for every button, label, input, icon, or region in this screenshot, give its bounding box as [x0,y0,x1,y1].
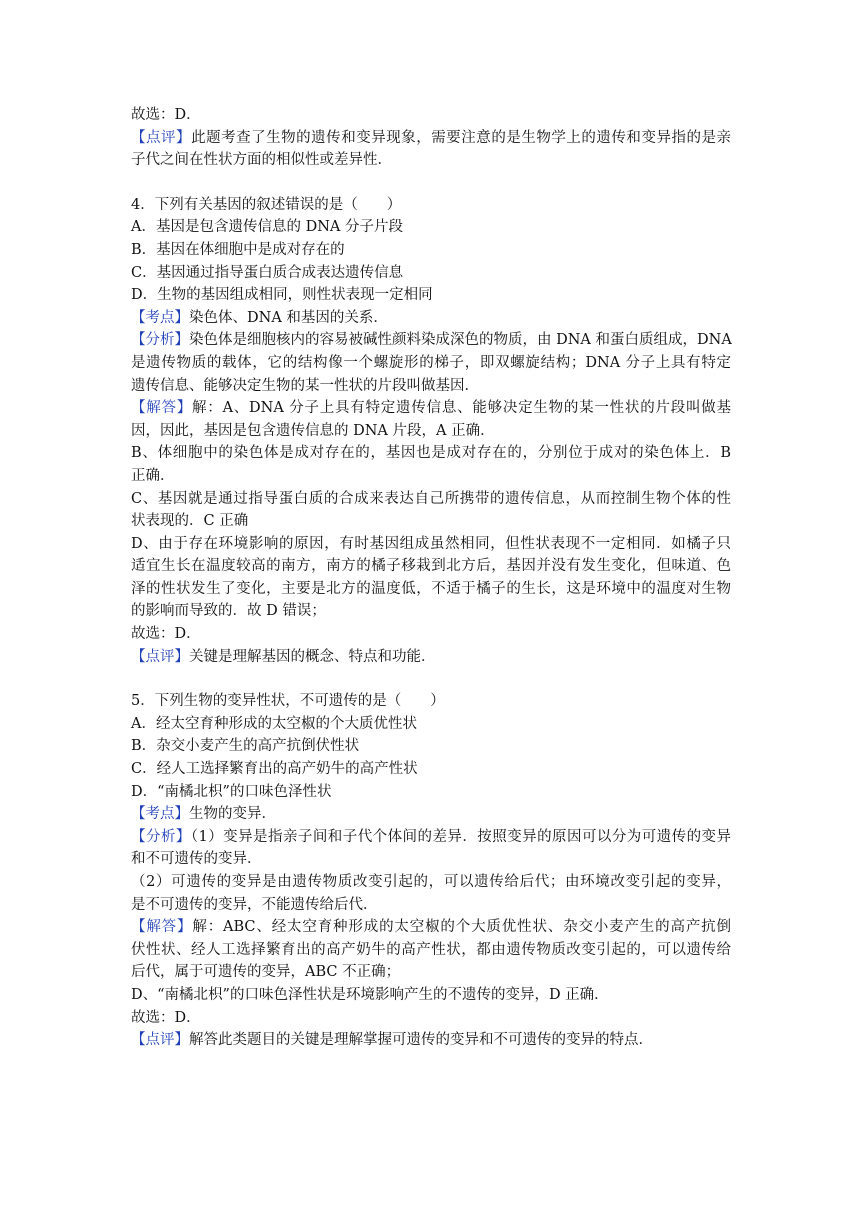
jieda-line: 【解答】解：ABC、经太空育种形成的太空椒的个大质优性状、杂交小麦产生的高产抗倒 [131,919,731,936]
answer-choice: 故选：D． [131,107,201,123]
option-b: B．基因在体细胞中是成对存在的 [131,241,345,258]
kaodian-tag: 【考点】 [131,309,189,326]
fenxi-line: （2）可遗传的变异是由遗传物质改变引起的，可以遗传给后代；由环境改变引起的变异， [131,874,731,890]
jieda-line: D、由于存在环境影响的原因，有时基因组成虽然相同，但性状表现不一定相同．如橘子只 [131,535,731,552]
dianping-line: 【点评】关键是理解基因的概念、特点和功能． [131,648,436,665]
fenxi-tag: 【分析】 [131,332,189,349]
question-stem: 5．下列生物的变异性状，不可遗传的是（ ） [131,693,445,710]
fenxi-line: 和不可遗传的变异． [131,851,262,868]
comment-line: 【点评】此题考查了生物的遗传和变异现象，需要注意的是生物学上的遗传和变异指的是亲 [131,129,732,146]
fenxi-line: 【分析】染色体是细胞核内的容易被碱性颜料染成深色的物质，由 DNA 和蛋白质组成，DNA [131,332,732,349]
question-stem: 4．下列有关基因的叙述错误的是（ ） [131,196,402,213]
jieda-line: B、体细胞中的染色体是成对存在的，基因也是成对存在的，分别位于成对的染色体上．B [131,445,731,462]
kaodian-tag: 【考点】 [131,806,189,823]
jieda-line: C、基因就是通过指导蛋白质的合成来表达自己所携带的遗传信息，从而控制生物个体的性 [131,490,731,507]
kaodian-line: 【考点】染色体、DNA 和基因的关系． [131,309,388,326]
fenxi-line: 是不可遗传的变异，不能遗传给后代． [131,896,378,913]
option-d: D．“南橘北枳”的口味色泽性状 [131,783,332,800]
option-a: A．基因是包含遗传信息的 DNA 分子片段 [131,219,403,236]
document-page [131,104,731,1052]
answer-choice: 故选：D． [131,1009,201,1026]
jieda-line: 伏性状、经人工选择繁育出的高产奶牛的高产性状，都由遗传物质改变引起的，可以遗传给 [131,941,731,958]
comment-line: 子代之间在性状方面的相似性或差异性． [131,152,392,169]
dianping-tag: 【点评】 [131,648,189,665]
dianping-tag: 【点评】 [131,1032,189,1049]
option-a: A．经太空育种形成的太空椒的个大质优性状 [131,715,417,732]
fenxi-line: 是遗传物质的载体，它的结构像一个螺旋形的梯子，即双螺旋结构；DNA 分子上具有特定 [131,354,731,371]
jieda-line: 因，因此，基因是包含遗传信息的 DNA 片段，A 正确． [131,422,495,439]
jieda-line: 后代，属于可遗传的变异，ABC 不正确； [131,964,401,981]
option-d: D．生物的基因组成相同，则性状表现一定相同 [131,287,433,304]
jieda-line: 正确． [131,467,175,484]
jieda-tag: 【解答】 [131,400,193,417]
dianping-line: 【点评】解答此类题目的关键是理解掌握可遗传的变异和不可遗传的变异的特点． [131,1032,653,1049]
fenxi-line: 遗传信息、能够决定生物的某一性状的片段叫做基因． [131,377,479,394]
option-c: C．基因通过指导蛋白质合成表达遗传信息 [131,264,404,281]
jieda-line: 适宜生长在温度较高的南方，南方的橘子移栽到北方后，基因并没有发生变化，但味道、色 [131,558,731,575]
option-b: B．杂交小麦产生的高产抗倒伏性状 [131,738,360,755]
jieda-tag: 【解答】 [131,919,193,936]
jieda-line: 泽的性状发生了变化，主要是北方的温度低，不适于橘子的生长，这是环境中的温度对生物 [131,580,731,597]
fenxi-tag: 【分析】 [131,828,191,845]
option-c: C．经人工选择繁育出的高产奶牛的高产性状 [131,761,418,778]
comment-tag: 【点评】 [131,129,192,146]
jieda-line: 状表现的．C 正确 [131,513,249,530]
kaodian-line: 【考点】生物的变异． [131,806,276,823]
jieda-line: 【解答】解：A、DNA 分子上具有特定遗传信息、能够决定生物的某一性状的片段叫做基 [131,400,731,417]
jieda-line: 的影响而导致的．故 D 错误； [131,603,326,620]
fenxi-line: 【分析】（1）变异是指亲子间和子代个体间的差异．按照变异的原因可以分为可遗传的变异 [131,828,731,845]
answer-choice: 故选：D． [131,626,201,643]
jieda-line: D、“南橘北枳”的口味色泽性状是环境影响产生的不遗传的变异，D 正确． [131,986,609,1003]
